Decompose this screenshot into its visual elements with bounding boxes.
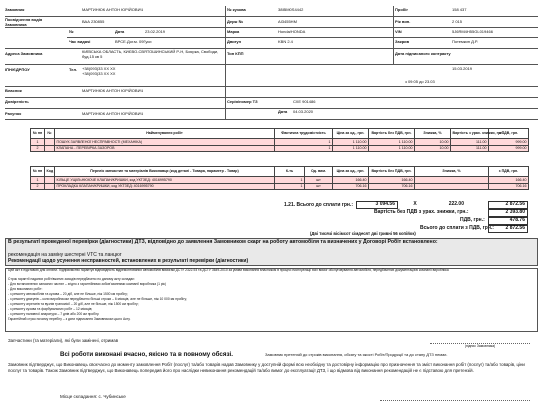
cell: ПОШУК ЗАЯВЛЕНОЇ НЕСПРАВНОСТІ (МЕХАНІКА) xyxy=(55,139,275,146)
license-label: Посвідчення водія Замовника xyxy=(5,17,43,27)
date1-value: 15.03.2019 xyxy=(452,66,473,71)
cell xyxy=(45,183,55,190)
closed-label: Закрив xyxy=(395,39,410,44)
fine-print-line: - з ремонту двигунів – коли виробником передбачено більші строки – 6 місяців, але не більше, ніж 10 000 км пробігу; xyxy=(8,297,188,301)
diagnostics-recommendation: рекомендація на заміну шестерні VTC та ланцюг xyxy=(8,252,122,258)
customer-value: МАРТИНЮК АНТОН ЮРІЙОВИЧ xyxy=(82,7,144,12)
sum-with-vat: 2 872.56 xyxy=(488,201,528,209)
cell xyxy=(45,177,55,184)
cell: 706.16 xyxy=(369,183,415,190)
works-header-cell: Вартість з урах. знижки, грн. xyxy=(451,129,489,139)
n-label: № xyxy=(69,29,74,34)
cell: 10.00 xyxy=(415,145,451,152)
kpp-label: Тип КПП xyxy=(227,51,244,56)
cell: 999.00 xyxy=(489,145,529,152)
doc-date-value: 04.03.2020 xyxy=(293,109,314,114)
works-header-cell: № пп xyxy=(31,129,45,139)
cell: КЛАПАНА - ПЕРЕВІРКА ЗАЗОРОВ xyxy=(55,145,275,152)
body-no-value: 38IBM0S4442 xyxy=(278,7,304,12)
table-row xyxy=(31,145,529,152)
arrival-value: ВРСЕ.Дог.м. 09Гуси xyxy=(115,39,152,44)
cell: 111.00 xyxy=(451,139,489,146)
parts-header-cell: Ціна за од., грн. xyxy=(333,167,369,177)
divider xyxy=(5,119,538,120)
confirmation-paragraph: Замовник підтверджує, що Виконавець своєчасно до моменту замовлення Робіт (послуг) та/або товарів надав Замовнику у доступній формі всю необхідну та достовірну інформацію про призначення та зміст виконання робіт (послуг) та/або товарів, ціни послуг та товарів. Також Замовник підтверджує, що Виконавець попередив його про наслідки невиконання рекомендацій та/або вимог до експлуатації ДТЗ, і що відмова від виконання рекомендацій не є підставою для претензій. xyxy=(8,362,525,373)
reg-value: АІ3455НМ xyxy=(278,19,297,24)
engine-label: Двигун xyxy=(227,39,242,44)
cell xyxy=(415,183,489,190)
parts-header-cell: Од. вим. xyxy=(305,167,333,177)
address-value: КИЇВСЬКА ОБЛАСТЬ, КИЄВО-СВЯТОШИНСЬКИЙ Р-Н, Боярка, Свободи, буд.15 кв 5 xyxy=(82,49,219,59)
divider xyxy=(5,27,538,28)
divider xyxy=(5,97,538,98)
trust-value: МАРТИНЮК АНТОН ЮРІЙОВИЧ xyxy=(82,111,144,116)
works-header-cell: Знижка, % xyxy=(415,129,451,139)
works-header-cell: Ціна за од., грн. xyxy=(333,129,369,139)
cell: ПРОКЛАДКА КЛАПАН/КРИШКИ, код УКТЗЕД: 4016995790 xyxy=(55,183,275,190)
parts-header-cell: № пп xyxy=(31,167,45,177)
completion-headline: Всі роботи виконані вчасно, якісно та в повному обсязі. xyxy=(60,351,233,358)
phone-2: +38(093)33 XX XX xyxy=(82,71,116,76)
cell: 1 xyxy=(31,177,45,184)
date-value: 23.02.2019 xyxy=(145,29,166,34)
cell: шт xyxy=(305,177,333,184)
cell: 2 xyxy=(31,183,45,190)
spare-parts-note: Запчастини (та матеріали), які були замінені, отримав xyxy=(8,338,119,343)
fine-print-line: - з ремонту кузова та фарбувальних робіт – 12 місяців; xyxy=(8,307,93,311)
year-value: 2 015 xyxy=(452,19,463,24)
parts-table xyxy=(30,166,529,190)
vat-label: ПДВ, грн.: xyxy=(460,217,485,223)
total-label: Всього до сплати з ПДВ, грн.: xyxy=(420,225,494,231)
doc-date-label: Дата xyxy=(278,109,288,114)
reg-label: Держ № xyxy=(227,19,243,24)
works-table xyxy=(30,128,529,152)
cell: 111.00 xyxy=(451,145,489,152)
year-label: Рік вип. xyxy=(395,19,411,24)
model-value: Honda/HONDA xyxy=(278,29,306,34)
cost-no-vat: 2 393.80 xyxy=(488,209,528,217)
cell xyxy=(45,145,55,152)
cell: 166.40 xyxy=(489,177,529,184)
fine-print-line: - з ремонту агрегатів та вузлів трансмісії – 20 діб, але не більше, ніж 1500 км пробігу; xyxy=(8,302,139,306)
table-row xyxy=(31,183,529,190)
parts-header-cell: Знижка, % xyxy=(415,167,489,177)
cell: 706.16 xyxy=(333,183,369,190)
cell: 1 xyxy=(275,145,333,152)
cell: 2 xyxy=(31,145,45,152)
phone-1: +38(093)33 XX XX xyxy=(82,66,116,71)
divider xyxy=(225,6,226,119)
engine-value: KBN 2.4 xyxy=(278,39,293,44)
cell xyxy=(45,139,55,146)
discount-total: 222.00 xyxy=(448,201,464,207)
cell: КІЛЬЦЕ УЩІЛЬНЮЮЧЕ КЛАПАН/КРИШКИ, код УКТЗЕД: 4016995790 xyxy=(55,177,275,184)
cell: 1 110.00 xyxy=(333,139,369,146)
total-value: 2 872.56 xyxy=(488,225,528,233)
works-header-cell: з ПДВ, грн. xyxy=(489,129,529,139)
cell xyxy=(415,177,489,184)
divider xyxy=(67,37,538,38)
header-block xyxy=(5,6,538,128)
cell: 166.40 xyxy=(333,177,369,184)
address-label: Адреса Замовника xyxy=(5,51,43,56)
fine-print-line: - з ремонту паливної апаратури – 7 днів або 200 км пробігу. xyxy=(8,312,100,316)
phone-label: Тел. xyxy=(69,67,78,72)
cell: 1 110.00 xyxy=(369,139,415,146)
parts-header-cell: Перелік запчастин та матеріалів Виконавця (код деталі - Товара, параметр - Товар) xyxy=(55,167,275,177)
fine-print-line: - Для виконаних робіт: xyxy=(8,287,43,291)
date3-value: з 09:05 до 23.03 xyxy=(405,79,435,84)
run-value: 158 437 xyxy=(452,7,467,12)
cell: 706.16 xyxy=(489,183,529,190)
cell: 10.00 xyxy=(415,139,451,146)
works-header-cell: № xyxy=(45,129,55,139)
works-header-row xyxy=(31,129,529,139)
parts-header-cell: Вартість без ПДВ, грн. xyxy=(369,167,415,177)
works-header-cell: Фактична трудомісткість xyxy=(275,129,333,139)
plate-label: № кузова xyxy=(227,7,246,12)
divider xyxy=(5,16,538,17)
trust-label: Довіреність xyxy=(5,99,29,104)
signature-line xyxy=(380,400,530,401)
divider xyxy=(5,48,538,49)
table-row xyxy=(31,177,529,184)
sum-label: 1.21. Всього до сплати грн.: xyxy=(284,202,353,208)
arrival-label: Час видачі xyxy=(69,39,91,44)
fine-print-line: Гарантійний строк початку перебігу – з дати підписання Замовником цього Акту. xyxy=(8,317,131,321)
closed-value: Потемкин Д.Р. xyxy=(452,39,478,44)
customer-label: Замовник xyxy=(5,7,25,12)
works-header-cell: Найменування робіт xyxy=(55,129,275,139)
fine-print-line: - Для встановлених запасних частин – згідно з гарантійними зобов'язаннями компанії виробника (1 рік) xyxy=(8,282,166,286)
diagnostics-title: Рекомендації щодо усунення несправностей, встановлених в результаті перевірки (діагностики) xyxy=(8,258,249,264)
vin-value: 5J6RM4H55GL019466 xyxy=(452,29,493,34)
owner-label: Власник xyxy=(5,88,22,93)
license-value: ВАА 230855 xyxy=(82,19,105,24)
fine-print-line: Цей акт є підставою для оплати. Підприємство гарантує відповідність відремонтованих автомобілів вимогам ДСТУ 2322-93 та ДСТУ 3649-2010 за умови виконання власником в процесі експлуатації всіх вимог обслуговування автомобіля, передбачених документацією компанії виробника xyxy=(8,268,449,272)
diagnostics-paragraph: В результаті проведеної перевірки (діагностики) ДТЗ, відповідно до заявлення Замовником скарг на роботу автомобіля та визначених у Договорі Робіт встановлено: xyxy=(8,239,438,245)
divider xyxy=(5,64,538,65)
parts-header-cell: К-ть xyxy=(275,167,305,177)
vat-value: 478.76 xyxy=(488,217,528,225)
divider xyxy=(393,6,394,64)
fine-print-line: - з ремонту автомобілів та кузова – 20 діб, але не більше, ніж 1500 км пробігу; xyxy=(8,292,128,296)
parts-header-cell: з ПДВ, грн. xyxy=(489,167,529,177)
fine-print-line: Строк гарантії наданих робіт/вжитих заходів передбачено по даному акту складає: xyxy=(8,277,135,281)
cell: шт xyxy=(305,183,333,190)
owner-value: МАРТИНЮК АНТОН ЮРІЙОВИЧ xyxy=(82,88,144,93)
parts-header-row xyxy=(31,167,529,177)
cell: 1 110.00 xyxy=(333,145,369,152)
model-label: Марка xyxy=(227,29,240,34)
cell: 1 xyxy=(275,183,305,190)
cell: 166.40 xyxy=(369,177,415,184)
table-row xyxy=(31,139,529,146)
cell: 1 xyxy=(275,139,333,146)
vin-label: VIN xyxy=(395,29,402,34)
contract-date-label: Дата підписаного контракту xyxy=(395,51,451,56)
serial-label: Серія/номер ТЗ xyxy=(227,99,258,104)
parts-header-cell: Код xyxy=(45,167,55,177)
cell: 1 110.00 xyxy=(369,145,415,152)
total-in-words: (Дві тисячі вісімсот сімдесят дві гривні 56 копійок) xyxy=(310,231,416,236)
account-label: Рахунок xyxy=(5,111,22,116)
edrpou-label: ІПН/ЄДРПОУ xyxy=(5,67,30,72)
date-label: Дата xyxy=(115,29,125,34)
x-mark: Х xyxy=(413,201,417,207)
cell: 1 xyxy=(31,139,45,146)
doc-no: СХЕ 901486 xyxy=(293,99,316,104)
cell: 1 xyxy=(275,177,305,184)
completion-rest: Замовник претензій до строків виконання, обсягу та якості Робіт/Продукції та до стану ДТЗ немає. xyxy=(265,352,448,357)
sum-no-vat: 3 094.56 xyxy=(356,201,398,209)
cost-no-vat-label: Вартість без ПДВ з урах. знижки, грн.: xyxy=(374,209,469,215)
run-label: Пробіг xyxy=(395,7,409,12)
divider xyxy=(5,86,538,87)
place-of-compilation: Місце складання: с. Чубинське xyxy=(60,394,126,399)
works-header-cell: Вартість без ПДВ, грн. xyxy=(369,129,415,139)
cell: 999.00 xyxy=(489,139,529,146)
customer-signature-caption: (підпис Замовника) xyxy=(464,344,496,348)
divider xyxy=(5,108,538,109)
